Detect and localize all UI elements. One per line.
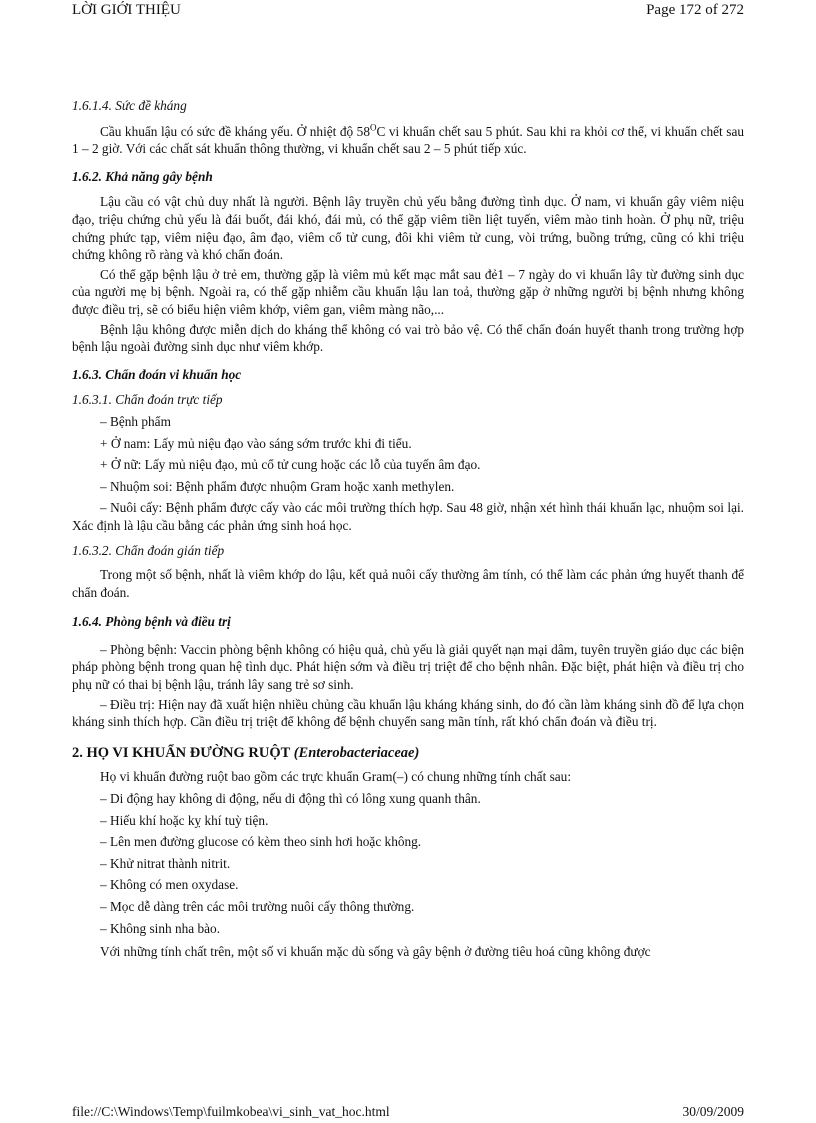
list-item: – Lên men đường glucose có kèm theo sinh hơi hoặc không. [100,834,422,850]
list-item: – Bệnh phẩm [100,413,171,429]
page-number: Page 172 of 272 [646,2,744,18]
paragraph: Trong một số bệnh, nhất là viêm khớp do lậu, kết quả nuôi cấy thường âm tính, có thể làm các phản ứng huyết thanh để chẩn đoán. [72,567,744,600]
list-item: – Khử nitrat thành nitrit. [100,855,231,871]
property-list [72,790,744,937]
list-item: – Di động hay không di động, nếu di động thì có lông xung quanh thân. [100,791,481,806]
list-item: – Nuôi cấy: Bệnh phẩm được cấy vào các môi trường thích hợp. Sau 48 giờ, nhận xét hình thái khuẩn lạc, nhuộm soi lại. Xác định là lậu cầu bằng các phản ứng sinh hoá học. [72,500,744,533]
section-1-6-2-title: 1.6.2. Khả năng gây bệnh [72,168,213,184]
paragraph: Cầu khuẩn lậu có sức đề kháng yếu. Ở nhiệt độ $58^OC$ vi khuẩn chết sau 5 phút. Sau khi ra khỏi cơ thể, vi khuẩn chết sau 1 – 2 giờ. Với các chất sát khuẩn thông thường, vi khuẩn chết sau 2 – 5 phút tiếp xúc. [72,122,744,157]
paragraph: – Phòng bệnh: Vaccin phòng bệnh không có hiệu quả, chủ yếu là giải quyết nạn mại dâm, tuyên truyền giáo dục các biện pháp phòng bệnh trong quan hệ tình dục. Phát hiện sớm và điều trị triệt để cho bệnh nhân. Đặc biệt, phát hiện và điều trị cho phụ nữ có thai bị bệnh lậu, tránh lây sang trẻ sơ sinh. [72,641,744,693]
print-date: 30/09/2009 [682,1104,744,1119]
list-item: – Nhuộm soi: Bệnh phẩm được nhuộm Gram hoặc xanh methylen. [100,478,455,494]
page-content [72,97,744,961]
list-item: + Ở nữ: Lấy mủ niệu đạo, mủ cổ tử cung hoặc các lỗ của tuyến âm đạo. [100,457,481,473]
section-2-title: 2. HỌ VI KHUẨN ĐƯỜNG RUỘT (Enterobacteriaceae) [72,744,420,761]
paragraph: Bệnh lậu không được miễn dịch do kháng thể không có vai trò bảo vệ. Có thể chẩn đoán huyết thanh trong trường hợp bệnh lậu ngoài đường sinh dục như viêm khớp. [72,321,744,355]
list-item: – Không sinh nha bào. [100,920,221,936]
list-item: – Không có men oxydase. [100,877,239,893]
list-item: + Ở nam: Lấy mủ niệu đạo vào sáng sớm trước khi đi tiểu. [100,435,412,451]
subsection-1-6-3-1-title: 1.6.3.1. Chẩn đoán trực tiếp [72,392,223,408]
list-item: – Hiếu khí hoặc kỵ khí tuỳ tiện. [100,812,269,828]
section-1-6-4-title: 1.6.4. Phòng bệnh và điều trị [72,614,231,630]
section-1-6-1-4-title: 1.6.1.4. Sức đề kháng [72,98,187,113]
paragraph: Lậu cầu có vật chủ duy nhất là người. Bệnh lây truyền chủ yếu bằng đường tình dục. Ở nam, vi khuẩn gây viêm niệu đạo, triệu chứng chủ yếu là đái buốt, đái khó, đái mủ, có thể gặp viêm tiền liệt tuyến, viêm mào tinh hoàn. Ở phụ nữ, triệu chứng phức tạp, viêm niệu đạo, âm đạo, viêm cổ tử cung, đôi khi viêm tử cung, vòi trứng, buồng trứng, cũng có khi triệu chứng không rõ ràng và khó chẩn đoán. [72,194,744,263]
paragraph: Với những tính chất trên, một số vi khuẩn mặc dù sống và gây bệnh ở đường tiêu hoá cũng không được [100,944,651,960]
paragraph: Có thể gặp bệnh lậu ở trẻ em, thường gặp là viêm mủ kết mạc mắt sau đẻ1 – 7 ngày do vi khuẩn lây từ đường sinh dục của người mẹ bị bệnh. Ngoài ra, có thể gặp nhiễm cầu khuẩn lậu lan toả, thường gặp ở những người bị bệnh nhưng không được điều trị, sẽ có biểu hiện viêm khớp, viêm gan, viêm màng não,... [72,266,744,317]
list-item: – Mọc dễ dàng trên các môi trường nuôi cấy thông thường. [100,898,415,914]
file-path: file://C:\Windows\Temp\fuilmkobea\vi_sinh_vat_hoc.html [72,1104,390,1119]
paragraph: Họ vi khuẩn đường ruột bao gồm các trực khuẩn Gram(–) có chung những tính chất sau: [100,769,572,785]
paragraph: – Điều trị: Hiện nay đã xuất hiện nhiều chủng cầu khuẩn lậu kháng kháng sinh, do đó cần làm kháng sinh đồ để lựa chọn kháng sinh thích hợp. Cần điều trị triệt để không để bệnh chuyển sang mãn tính, rất khó chẩn đoán và điều trị. [72,696,744,730]
section-1-6-3-title: 1.6.3. Chẩn đoán vi khuẩn học [72,366,242,382]
subsection-1-6-3-2-title: 1.6.3.2. Chẩn đoán gián tiếp [72,543,225,559]
header-title: LỜI GIỚI THIỆU [72,2,181,18]
